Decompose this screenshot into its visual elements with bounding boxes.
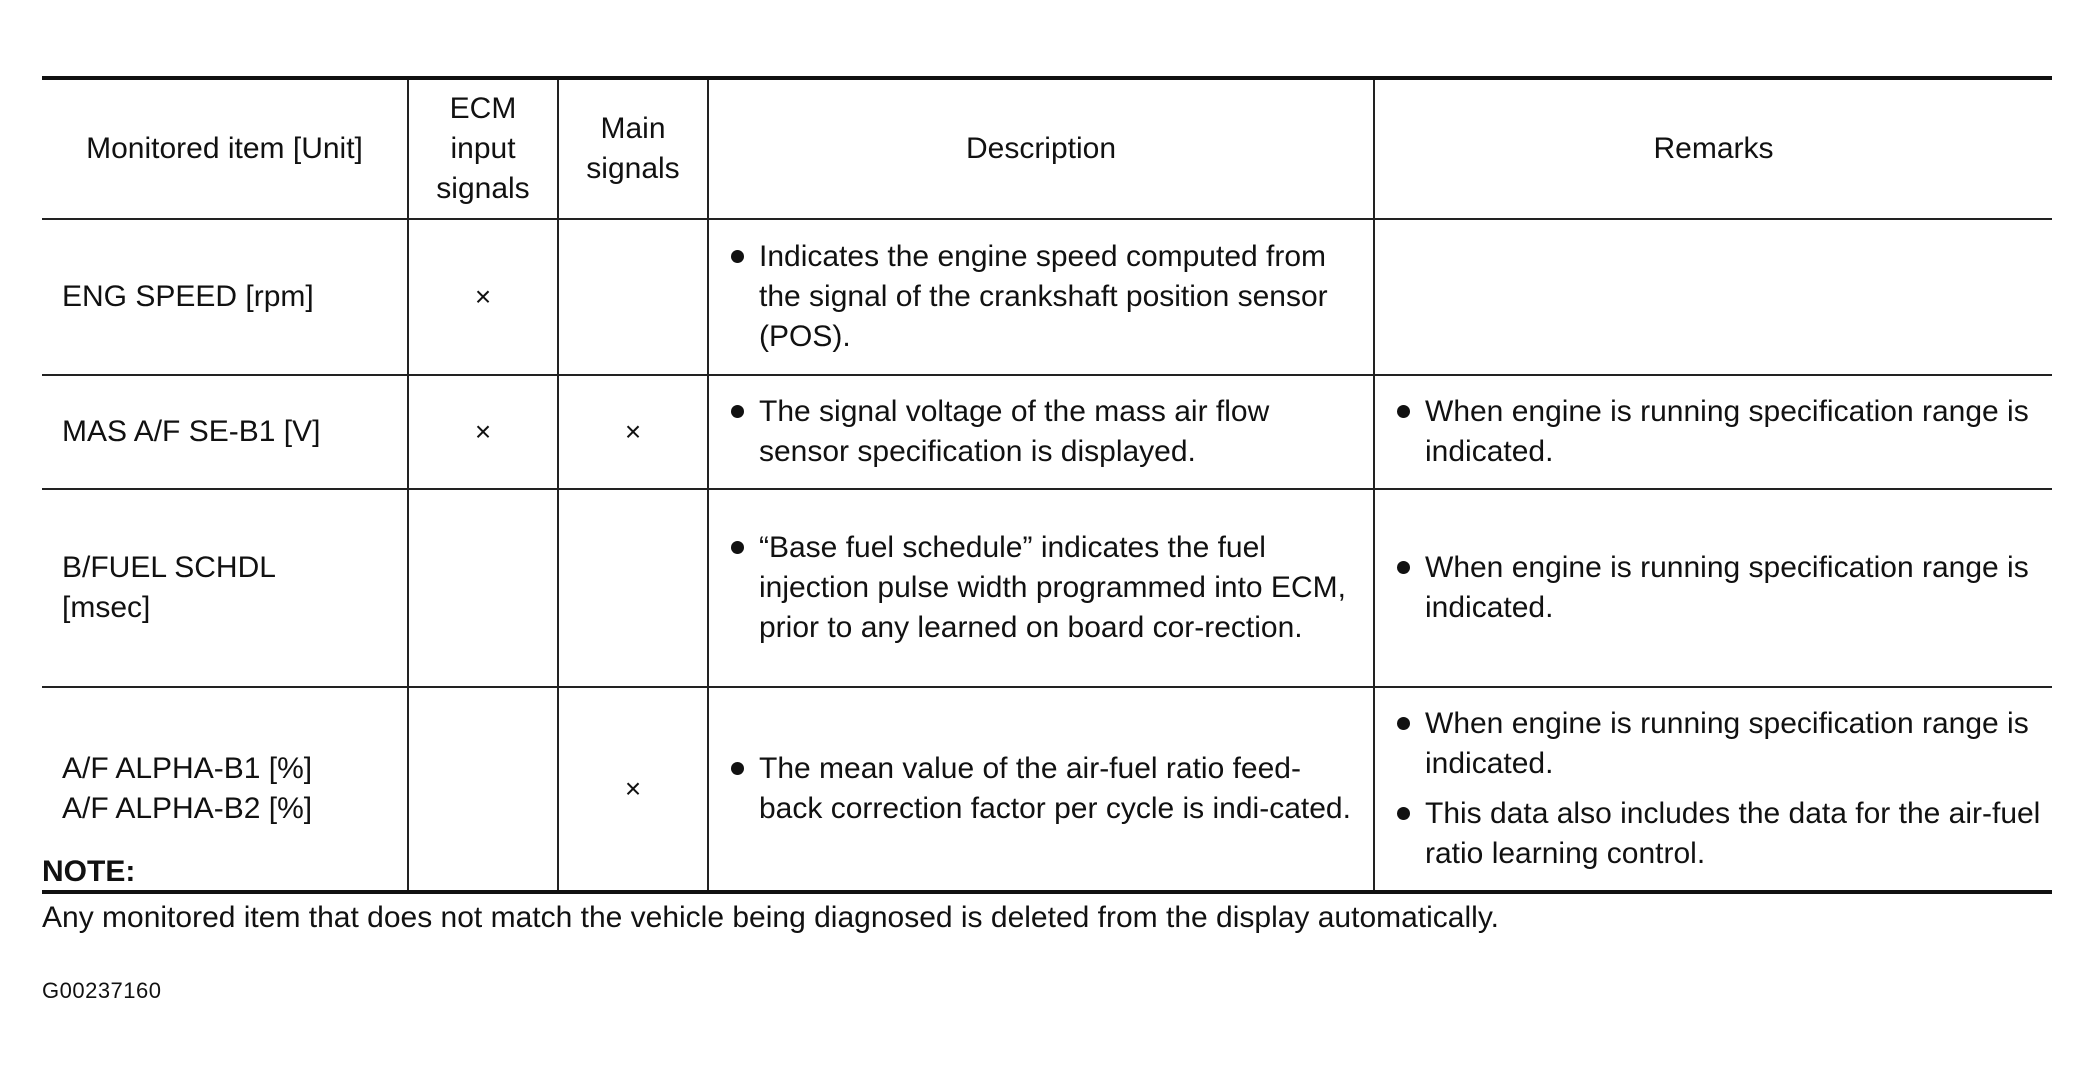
table-row	[42, 219, 2052, 375]
description-list	[727, 237, 1363, 357]
table-header-row	[42, 78, 2052, 219]
description-list	[727, 749, 1363, 829]
description-bullet: The mean value of the air-fuel ratio feed-back correction factor per cycle is indi-cated.	[727, 749, 1363, 829]
description-cell	[708, 375, 1374, 489]
header-description: Description	[708, 78, 1374, 219]
main-signal-mark: ×	[558, 687, 708, 892]
header-main-line: Main	[600, 112, 666, 145]
ecm-input-mark: ×	[408, 219, 558, 375]
monitored-item-name: ENG SPEED [rpm]	[62, 280, 314, 313]
monitored-item-cell	[42, 219, 408, 375]
monitored-item-cell	[42, 375, 408, 489]
description-bullet: “Base fuel schedule” indicates the fuel injection pulse width programmed into ECM, prior to any learned on board cor-rection.	[727, 528, 1363, 648]
remarks-list	[1393, 392, 2042, 472]
main-signal-mark	[558, 219, 708, 375]
main-signal-mark: ×	[558, 375, 708, 489]
description-bullet: Indicates the engine speed computed from the signal of the crankshaft position sensor (POS).	[727, 237, 1363, 357]
description-cell	[708, 489, 1374, 687]
monitor-table	[42, 76, 2052, 894]
monitored-item-name: B/FUEL SCHDL	[62, 551, 276, 584]
remarks-cell	[1374, 219, 2052, 375]
header-ecm-input-signals	[408, 78, 558, 219]
ecm-input-mark	[408, 489, 558, 687]
monitored-item-cell	[42, 489, 408, 687]
description-cell	[708, 219, 1374, 375]
monitored-item-name: A/F ALPHA-B2 [%]	[62, 792, 313, 825]
remarks-list	[1393, 704, 2042, 874]
monitored-item-name: MAS A/F SE-B1 [V]	[62, 415, 321, 448]
remarks-bullet: When engine is running specification range is indicated.	[1393, 548, 2042, 628]
header-ecm-line: ECM	[449, 92, 517, 125]
description-list	[727, 528, 1363, 648]
note-block	[42, 852, 1499, 938]
remarks-list	[1393, 548, 2042, 628]
remarks-bullet: When engine is running specification range is indicated.	[1393, 392, 2042, 472]
header-ecm-line: signals	[436, 172, 530, 205]
note-text: Any monitored item that does not match the vehicle being diagnosed is deleted from the display automatically.	[42, 901, 1499, 934]
description-bullet: The signal voltage of the mass air flow sensor specification is displayed.	[727, 392, 1363, 472]
table-row	[42, 375, 2052, 489]
monitored-item-unit: [msec]	[62, 591, 151, 624]
main-signal-mark	[558, 489, 708, 687]
header-monitored-item: Monitored item [Unit]	[42, 78, 408, 219]
header-main-signals	[558, 78, 708, 219]
figure-id: G00237160	[42, 978, 162, 1003]
monitor-table-container	[42, 76, 2052, 894]
header-main-line: signals	[586, 152, 680, 185]
monitored-item-name: A/F ALPHA-B1 [%]	[62, 752, 313, 785]
remarks-cell	[1374, 375, 2052, 489]
remarks-bullet: This data also includes the data for the air-fuel ratio learning control.	[1393, 794, 2042, 874]
remarks-bullet: When engine is running specification range is indicated.	[1393, 704, 2042, 784]
remarks-cell	[1374, 489, 2052, 687]
table-row	[42, 489, 2052, 687]
header-remarks: Remarks	[1374, 78, 2052, 219]
header-ecm-line: input	[450, 132, 516, 165]
note-title: NOTE:	[42, 855, 136, 888]
ecm-input-mark: ×	[408, 375, 558, 489]
description-list	[727, 392, 1363, 472]
